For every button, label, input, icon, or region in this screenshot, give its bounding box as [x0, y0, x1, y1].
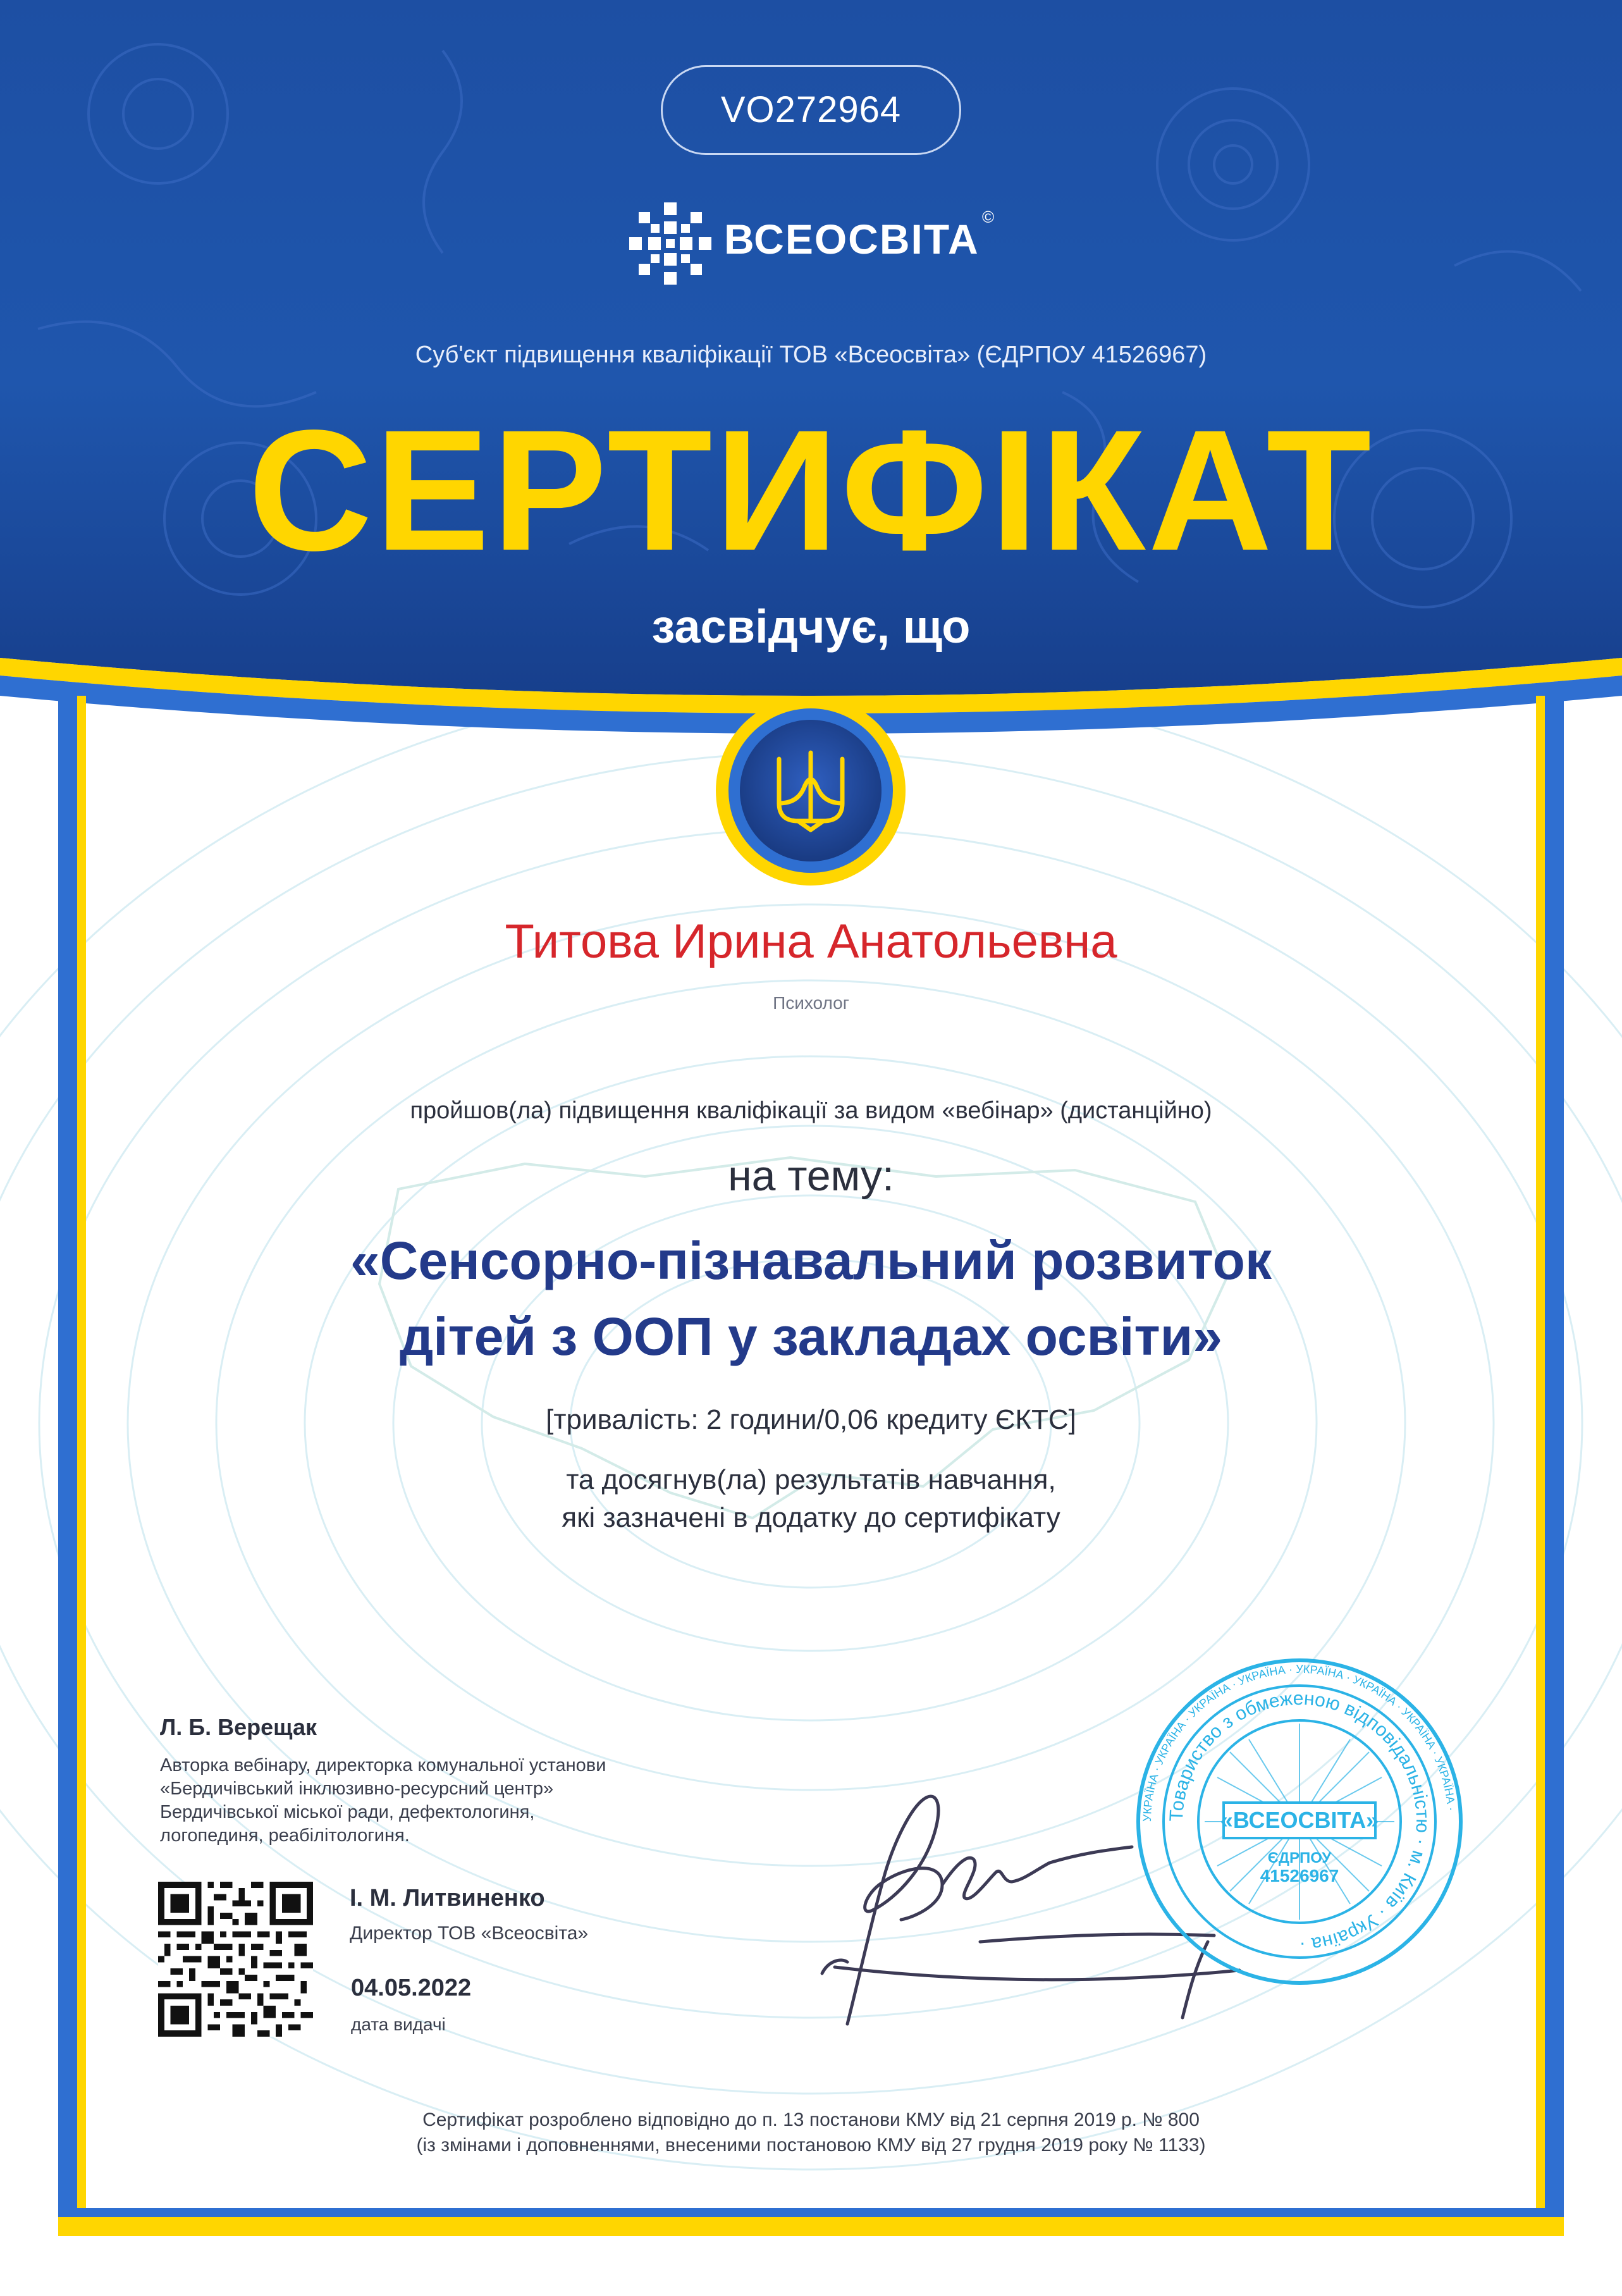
subject-line: Суб'єкт підвищення кваліфікації ТОВ «Всеосвіта» (ЄДРПОУ 41526967) [415, 342, 1207, 368]
recipient-name: Титова Ирина Анатольевна [505, 915, 1117, 968]
duration-text: [тривалість: 2 години/0,06 кредиту ЄКТС] [546, 1404, 1076, 1435]
official-stamp [1129, 1651, 1470, 1992]
recipient-role: Психолог [773, 993, 849, 1013]
stamp-edrpou-number: 41526967 [1260, 1866, 1339, 1886]
stamp-ring-textpath: Товариство з обмеженою відповідальністю · м. Київ · Україна · [1165, 1688, 1434, 1956]
footer-legal-line-2: (із змінами і доповненнями, внесеними постановою КМУ від 27 грудня 2019 року № 1133) [416, 2135, 1206, 2156]
certifies-text: засвідчує, що [651, 600, 971, 653]
logo-text: ВСЕОСВІТА [724, 216, 980, 262]
stamp-center-text: «ВСЕОСВІТА» [1220, 1807, 1379, 1833]
results-line-1: та досягнув(ла) результатів навчання, [566, 1464, 1056, 1495]
certificate-number: VO272964 [661, 65, 961, 155]
issue-date: 04.05.2022 [351, 1975, 472, 2001]
on-topic-label: на тему: [728, 1152, 894, 1200]
author-description-line-1: Авторка вебінару, директорка комунальної установи [160, 1755, 606, 1775]
stamp-edrpou-label: ЄДРПОУ [1267, 1849, 1332, 1867]
footer-legal-line-1: Сертифікат розроблено відповідно до п. 13 постанови КМУ від 21 серпня 2019 р. № 800 [422, 2109, 1200, 2130]
trident-emblem-icon [770, 746, 852, 835]
stamp-outer-textpath: УКРАЇНА · УКРАЇНА · УКРАЇНА · УКРАЇНА · УКРАЇНА · УКРАЇНА · УКРАЇНА · УКРАЇНА · [1140, 1662, 1458, 1822]
certificate-title: СЕРТИФІКАТ [248, 394, 1374, 586]
author-description-line-3: Бердичівської міської ради, дефектологиня, [160, 1802, 535, 1822]
results-line-2: які зазначені в додатку до сертифікату [562, 1502, 1060, 1533]
logo-copyright: © [982, 207, 995, 226]
author-name: Л. Б. Верещак [160, 1714, 317, 1740]
topic-line-2: дітей з ООП у закладах освіти» [399, 1307, 1222, 1366]
vseosvita-logo [623, 196, 1009, 291]
qr-code[interactable] [158, 1882, 313, 2037]
director-title: Директор ТОВ «Всеосвіта» [350, 1923, 589, 1944]
author-description-line-2: «Бердичівський інклюзивно-ресурсний центр» [160, 1779, 554, 1799]
snowflake-logo-icon [623, 196, 718, 291]
issue-date-label: дата видачі [351, 2015, 446, 2034]
author-description-line-4: логопединя, реабілітологиня. [160, 1825, 410, 1846]
topic-line-1: «Сенсорно-пізнавальний розвиток [350, 1231, 1272, 1290]
training-type-text: пройшов(ла) підвищення кваліфікації за видом «вебінар» (дистанційно) [410, 1097, 1212, 1124]
director-name: І. М. Литвиненко [350, 1885, 545, 1911]
